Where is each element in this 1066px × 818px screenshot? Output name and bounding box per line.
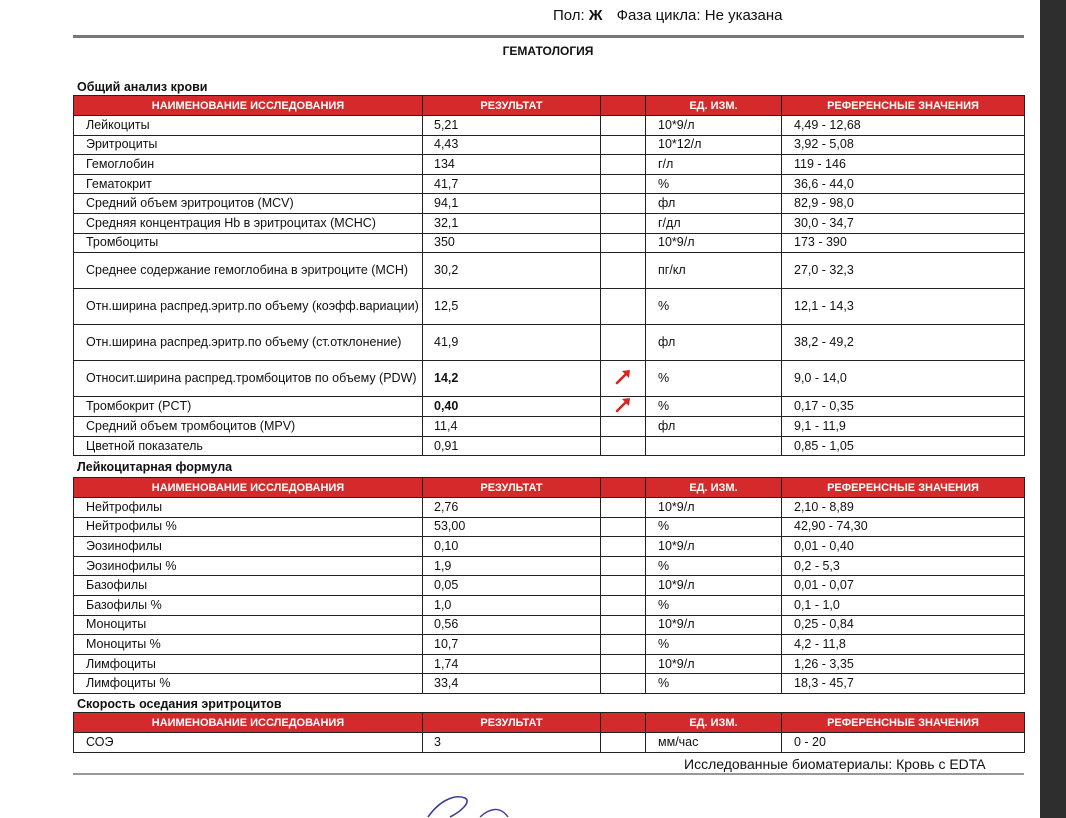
test-name: Моноциты — [74, 615, 423, 635]
top-divider — [73, 35, 1024, 38]
reference-range: 42,90 - 74,30 — [782, 517, 1025, 537]
section-title: Скорость оседания эритроцитов — [77, 697, 282, 711]
test-unit: 10*9/л — [646, 654, 782, 674]
result-flag — [601, 155, 646, 175]
table-row — [74, 135, 1025, 155]
sex-label: Пол: — [553, 7, 585, 24]
test-name: Среднее содержание гемоглобина в эритроците (MCH) — [74, 253, 423, 289]
reference-range: 0,25 - 0,84 — [782, 615, 1025, 635]
test-name: Тромбоциты — [74, 233, 423, 253]
table-row — [74, 174, 1025, 194]
test-name: Тромбокрит (PCT) — [74, 397, 423, 417]
test-result: 0,05 — [423, 576, 601, 596]
reference-range: 0,1 - 1,0 — [782, 595, 1025, 615]
reference-range: 0,01 - 0,07 — [782, 576, 1025, 596]
section-title: Общий анализ крови — [77, 80, 208, 94]
test-result: 5,21 — [423, 116, 601, 136]
test-result: 14,2 — [423, 361, 601, 397]
reference-range: 3,92 - 5,08 — [782, 135, 1025, 155]
test-result: 11,4 — [423, 417, 601, 437]
column-header-ref: РЕФЕРЕНСНЫЕ ЗНАЧЕНИЯ — [782, 478, 1025, 498]
column-header-result: РЕЗУЛЬТАТ — [423, 96, 601, 116]
result-flag — [601, 213, 646, 233]
result-flag — [601, 253, 646, 289]
test-unit — [646, 436, 782, 456]
department-title: ГЕМАТОЛОГИЯ — [502, 44, 594, 58]
table-row — [74, 194, 1025, 214]
reference-range: 82,9 - 98,0 — [782, 194, 1025, 214]
cropped-header-text — [75, 0, 305, 5]
arrow-up-right-icon — [614, 369, 632, 385]
test-unit: % — [646, 289, 782, 325]
test-name: Средний объем эритроцитов (MCV) — [74, 194, 423, 214]
test-unit: 10*9/л — [646, 537, 782, 557]
test-unit: г/дл — [646, 213, 782, 233]
result-flag — [601, 674, 646, 694]
test-unit: 10*9/л — [646, 615, 782, 635]
result-flag — [601, 517, 646, 537]
test-unit: % — [646, 397, 782, 417]
test-result: 2,76 — [423, 498, 601, 518]
test-result: 94,1 — [423, 194, 601, 214]
test-result: 0,40 — [423, 397, 601, 417]
column-header-unit: ЕД. ИЗМ. — [646, 713, 782, 733]
test-unit: 10*9/л — [646, 116, 782, 136]
column-header-ref: РЕФЕРЕНСНЫЕ ЗНАЧЕНИЯ — [782, 96, 1025, 116]
table-row — [74, 733, 1025, 753]
test-unit: 10*9/л — [646, 576, 782, 596]
result-flag — [601, 733, 646, 753]
column-header-unit: ЕД. ИЗМ. — [646, 478, 782, 498]
table-row — [74, 289, 1025, 325]
test-name: Нейтрофилы % — [74, 517, 423, 537]
table-row — [74, 325, 1025, 361]
patient-info — [553, 7, 783, 24]
result-flag — [601, 116, 646, 136]
test-unit: 10*12/л — [646, 135, 782, 155]
result-flag — [601, 174, 646, 194]
table-header-row — [74, 478, 1025, 498]
column-header-name: НАИМЕНОВАНИЕ ИССЛЕДОВАНИЯ — [74, 96, 423, 116]
table-row — [74, 517, 1025, 537]
table-row — [74, 361, 1025, 397]
test-unit: 10*9/л — [646, 498, 782, 518]
table-row — [74, 213, 1025, 233]
screen-edge — [1040, 0, 1066, 818]
reference-range: 9,1 - 11,9 — [782, 417, 1025, 437]
test-unit: фл — [646, 417, 782, 437]
table-row — [74, 397, 1025, 417]
column-header-flag — [601, 713, 646, 733]
test-unit: % — [646, 174, 782, 194]
result-flag — [601, 556, 646, 576]
result-flag — [601, 135, 646, 155]
result-flag — [601, 397, 646, 417]
result-flag — [601, 436, 646, 456]
table-row — [74, 253, 1025, 289]
test-name: Базофилы % — [74, 595, 423, 615]
test-result: 53,00 — [423, 517, 601, 537]
test-name: Эозинофилы % — [74, 556, 423, 576]
biomaterials-note: Исследованные биоматериалы: Кровь с EDTA — [684, 756, 986, 772]
test-unit: % — [646, 595, 782, 615]
test-name: Отн.ширина распред.эритр.по объему (коэфф.вариации) — [74, 289, 423, 325]
test-unit: % — [646, 635, 782, 655]
sex-value: Ж — [588, 7, 603, 24]
test-name: Базофилы — [74, 576, 423, 596]
result-flag — [601, 615, 646, 635]
test-unit: пг/кл — [646, 253, 782, 289]
result-flag — [601, 654, 646, 674]
test-unit: % — [646, 517, 782, 537]
reference-range: 0,2 - 5,3 — [782, 556, 1025, 576]
arrow-up-right-icon — [614, 397, 632, 413]
test-name: Нейтрофилы — [74, 498, 423, 518]
table-row — [74, 417, 1025, 437]
reference-range: 9,0 - 14,0 — [782, 361, 1025, 397]
test-name: СОЭ — [74, 733, 423, 753]
reference-range: 12,1 - 14,3 — [782, 289, 1025, 325]
result-flag — [601, 595, 646, 615]
test-result: 30,2 — [423, 253, 601, 289]
test-name: Цветной показатель — [74, 436, 423, 456]
test-result: 32,1 — [423, 213, 601, 233]
test-name: Эритроциты — [74, 135, 423, 155]
test-result: 134 — [423, 155, 601, 175]
test-result: 33,4 — [423, 674, 601, 694]
column-header-flag — [601, 96, 646, 116]
result-flag — [601, 325, 646, 361]
results-table-leukocyte-formula — [73, 477, 1025, 694]
test-unit: г/л — [646, 155, 782, 175]
cropped-header-text — [550, 0, 805, 5]
test-name: Лимфоциты % — [74, 674, 423, 694]
reference-range: 36,6 - 44,0 — [782, 174, 1025, 194]
test-name: Гемоглобин — [74, 155, 423, 175]
reference-range: 2,10 - 8,89 — [782, 498, 1025, 518]
test-result: 1,0 — [423, 595, 601, 615]
bottom-divider — [73, 773, 1024, 775]
test-unit: фл — [646, 325, 782, 361]
result-flag — [601, 417, 646, 437]
result-flag — [601, 361, 646, 397]
reference-range: 0,17 - 0,35 — [782, 397, 1025, 417]
table-row — [74, 674, 1025, 694]
table-row — [74, 635, 1025, 655]
test-result: 12,5 — [423, 289, 601, 325]
test-name: Отн.ширина распред.эритр.по объему (ст.отклонение) — [74, 325, 423, 361]
column-header-result: РЕЗУЛЬТАТ — [423, 478, 601, 498]
table-row — [74, 116, 1025, 136]
result-flag — [601, 194, 646, 214]
reference-range: 27,0 - 32,3 — [782, 253, 1025, 289]
result-flag — [601, 233, 646, 253]
test-name: Относит.ширина распред.тромбоцитов по объему (PDW) — [74, 361, 423, 397]
reference-range: 4,49 - 12,68 — [782, 116, 1025, 136]
table-row — [74, 615, 1025, 635]
test-result: 0,91 — [423, 436, 601, 456]
table-row — [74, 233, 1025, 253]
table-row — [74, 155, 1025, 175]
reference-range: 0 - 20 — [782, 733, 1025, 753]
table-row — [74, 595, 1025, 615]
test-unit: % — [646, 361, 782, 397]
cycle-value: Не указана — [704, 7, 783, 24]
test-unit: 10*9/л — [646, 233, 782, 253]
test-result: 10,7 — [423, 635, 601, 655]
cycle-label: Фаза цикла: — [616, 7, 701, 24]
column-header-name: НАИМЕНОВАНИЕ ИССЛЕДОВАНИЯ — [74, 713, 423, 733]
test-name: Лейкоциты — [74, 116, 423, 136]
test-result: 41,9 — [423, 325, 601, 361]
test-result: 0,10 — [423, 537, 601, 557]
reference-range: 38,2 - 49,2 — [782, 325, 1025, 361]
reference-range: 0,01 - 0,40 — [782, 537, 1025, 557]
reference-range: 4,2 - 11,8 — [782, 635, 1025, 655]
table-header-row — [74, 96, 1025, 116]
reference-range: 30,0 - 34,7 — [782, 213, 1025, 233]
column-header-result: РЕЗУЛЬТАТ — [423, 713, 601, 733]
test-result: 0,56 — [423, 615, 601, 635]
test-unit: фл — [646, 194, 782, 214]
test-result: 3 — [423, 733, 601, 753]
test-name: Гематокрит — [74, 174, 423, 194]
reference-range: 1,26 - 3,35 — [782, 654, 1025, 674]
table-row — [74, 576, 1025, 596]
test-name: Средний объем тромбоцитов (MPV) — [74, 417, 423, 437]
test-result: 4,43 — [423, 135, 601, 155]
column-header-ref: РЕФЕРЕНСНЫЕ ЗНАЧЕНИЯ — [782, 713, 1025, 733]
table-row — [74, 654, 1025, 674]
test-result: 1,74 — [423, 654, 601, 674]
table-row — [74, 537, 1025, 557]
reference-range: 119 - 146 — [782, 155, 1025, 175]
test-result: 1,9 — [423, 556, 601, 576]
test-name: Лимфоциты — [74, 654, 423, 674]
reference-range: 0,85 - 1,05 — [782, 436, 1025, 456]
result-flag — [601, 635, 646, 655]
test-unit: мм/час — [646, 733, 782, 753]
table-row — [74, 556, 1025, 576]
reference-range: 173 - 390 — [782, 233, 1025, 253]
test-name: Средняя концентрация Hb в эритроцитах (MCHC) — [74, 213, 423, 233]
section-title: Лейкоцитарная формула — [77, 460, 233, 474]
result-flag — [601, 576, 646, 596]
column-header-name: НАИМЕНОВАНИЕ ИССЛЕДОВАНИЯ — [74, 478, 423, 498]
result-flag — [601, 289, 646, 325]
signature-image — [420, 790, 540, 818]
test-unit: % — [646, 674, 782, 694]
reference-range: 18,3 - 45,7 — [782, 674, 1025, 694]
column-header-unit: ЕД. ИЗМ. — [646, 96, 782, 116]
results-table-esr — [73, 712, 1025, 753]
result-flag — [601, 537, 646, 557]
table-header-row — [74, 713, 1025, 733]
results-table-cbc — [73, 95, 1025, 456]
test-name: Эозинофилы — [74, 537, 423, 557]
table-row — [74, 498, 1025, 518]
test-result: 41,7 — [423, 174, 601, 194]
column-header-flag — [601, 478, 646, 498]
test-name: Моноциты % — [74, 635, 423, 655]
result-flag — [601, 498, 646, 518]
test-unit: % — [646, 556, 782, 576]
table-row — [74, 436, 1025, 456]
test-result: 350 — [423, 233, 601, 253]
